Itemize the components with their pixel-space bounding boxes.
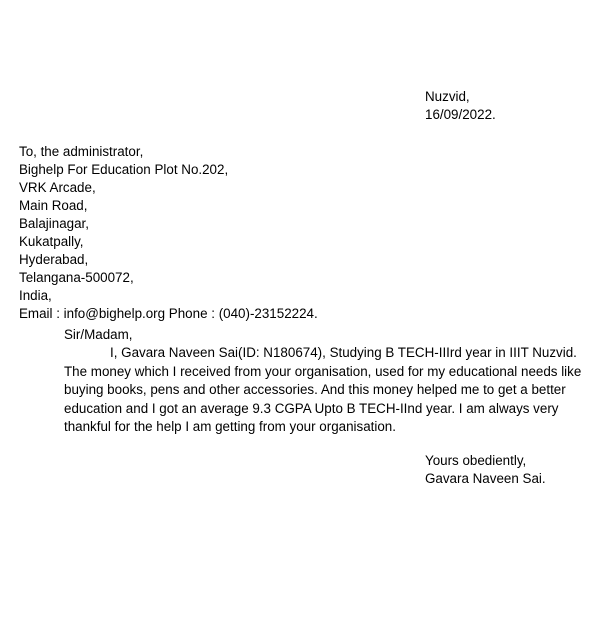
valediction: Yours obediently, — [425, 453, 527, 468]
place-text: Nuzvid, — [425, 89, 470, 104]
address-line: Main Road, — [19, 198, 88, 213]
address-line: VRK Arcade, — [19, 180, 96, 195]
address-line: India, — [19, 288, 52, 303]
address-line: Telangana-500072, — [19, 270, 134, 285]
address-line: Bighelp For Education Plot No.202, — [19, 162, 229, 177]
date-text: 16/09/2022. — [425, 107, 496, 122]
contact-line: Email : info@bighelp.org Phone : (040)-23152224. — [19, 306, 318, 321]
signature-name: Gavara Naveen Sai. — [425, 471, 546, 486]
place-date-block — [425, 88, 496, 124]
address-line: Balajinagar, — [19, 216, 89, 231]
address-line: Hyderabad, — [19, 252, 89, 267]
letter-body: I, Gavara Naveen Sai(ID: N180674), Studying B TECH-IIIrd year in IIIT Nuzvid. The money which I received from your organisation, used for my educational needs like buying books, pens and other accessories. And this money helped me to get a better education and I got an average 9.3 CGPA Upto B TECH-IInd year. I am always very thankful for the help I am getting from your organisation. — [64, 345, 582, 435]
address-line: To, the administrator, — [19, 144, 144, 159]
closing-block — [425, 452, 546, 488]
recipient-address — [19, 143, 318, 323]
address-line: Kukatpally, — [19, 234, 84, 249]
salutation: Sir/Madam, — [64, 327, 133, 342]
